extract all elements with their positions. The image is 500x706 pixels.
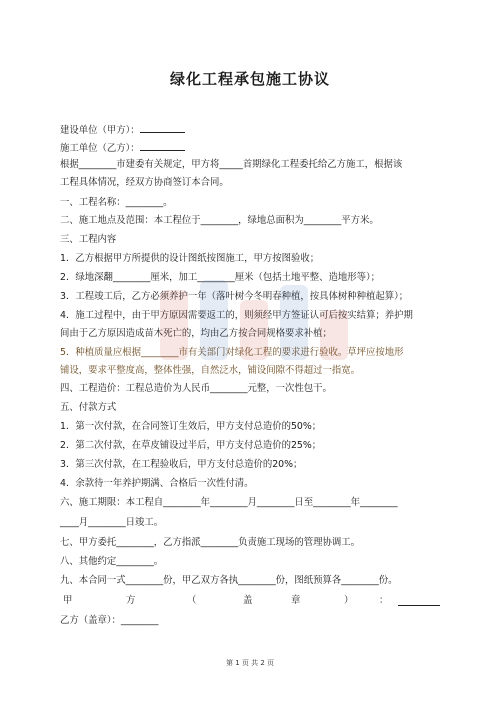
- payment-item-1: 1．第一次付款，在合同签订生效后，甲方支付总造价的50%；: [60, 421, 322, 432]
- intro-line-1: 根据________市建委有关规定，甲方将_____首期绿化工程委托给乙方施工，根据该: [60, 159, 403, 170]
- section-6b: ____月________日竣工。: [60, 517, 164, 528]
- content-item-2: 2．绿地深翻________厘米，加工________厘米（包括土地平整、造地形等）；: [60, 272, 381, 283]
- content-item-5b: 铺设，要求平整度高，整体性强，自然泛水，铺设间隙不得超过一指宽。: [60, 365, 361, 376]
- party-a-blank: [140, 122, 185, 133]
- content-item-3: 3．工程竣工后，乙方必须养护一年（落叶树今冬明春种植，按具体树种种植起算）；: [60, 291, 409, 302]
- section-3: 三、工程内容: [60, 234, 117, 245]
- seal-a-char-1: 甲: [63, 595, 73, 606]
- party-b-blank: [140, 140, 185, 151]
- seal-a-char-5: 章: [291, 595, 301, 606]
- seal-a-char-2: 方: [126, 595, 136, 606]
- section-8: 八、其他约定________。: [60, 556, 164, 567]
- party-a-line: [60, 122, 450, 138]
- section-4: 四、工程造价：工程总造价为人民币________元整，一次性包干。: [60, 383, 332, 394]
- content-item-4a: 4．施工过程中，由于甲方原因需要返工的，则须经甲方签证认可后按实结算；养护期: [60, 310, 413, 321]
- party-a-seal-line: [60, 594, 450, 608]
- intro-line-2: 工程具体情况，经双方协商签订本合同。: [60, 177, 229, 188]
- payment-item-3: 3．第三次付款，在工程验收后，甲方支付总造价的20%；: [60, 459, 303, 470]
- content-item-5a: 5．种植质量应根据________市有关部门对绿化工程的要求进行验收。草坪应按地形: [60, 347, 404, 358]
- section-2: 二、施工地点及范围：本工程位于________，绿地总面积为________平方米。: [60, 215, 379, 226]
- seal-a-char-3: （: [187, 595, 197, 606]
- payment-item-2: 2．第二次付款，在草皮铺设过半后，甲方支付总造价的25%；: [60, 440, 322, 451]
- seal-a-char-6: ）: [344, 595, 354, 606]
- content-item-1: 1．乙方根据甲方所提供的设计图纸按图施工，甲方按图验收；: [60, 253, 320, 264]
- party-b-label: 施工单位（乙方）：: [60, 143, 140, 154]
- section-1: 一、工程名称：________。: [60, 197, 173, 208]
- document-title: 绿化工程承包施工协议: [169, 70, 330, 88]
- seal-a-char-4: 盖: [243, 595, 253, 606]
- seal-a-char-7: ：: [379, 595, 389, 606]
- payment-item-4: 4．余款待一年养护期满、合格后一次性付清。: [60, 478, 254, 489]
- content-item-4b: 间由于乙方原因造成苗木死亡的，均由乙方按合同规格要求补植；: [60, 328, 332, 339]
- seal-a-blank: [398, 595, 440, 606]
- section-5: 五、付款方式: [60, 402, 117, 413]
- party-b-line: [60, 140, 450, 156]
- party-b-seal-line: 乙方（盖章）：________: [60, 615, 159, 626]
- party-a-label: 建设单位（甲方）：: [60, 125, 140, 136]
- section-7: 七、甲方委托________，乙方指派________负责施工现场的管理协调工。: [60, 537, 361, 548]
- page-number: 第 1 页 共 2 页: [225, 659, 275, 667]
- section-6a: 六、施工期限：本工程自________年________月________日至________年________: [60, 497, 398, 508]
- section-9: 九、本合同一式________份，甲乙双方各执________份，图纸预算各________份。: [60, 575, 398, 586]
